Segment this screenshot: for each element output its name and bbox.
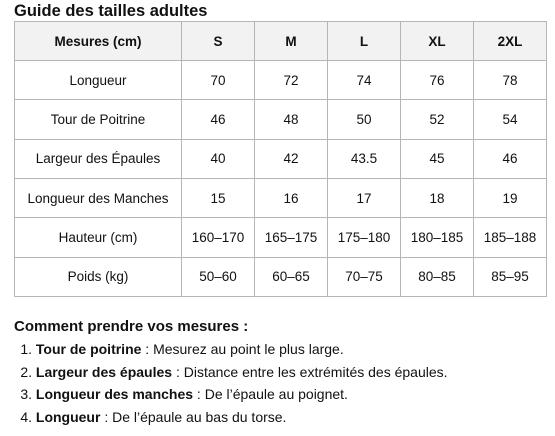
table-cell: 17 bbox=[328, 178, 401, 217]
table-row bbox=[15, 178, 547, 217]
row-label: Longueur bbox=[15, 61, 182, 100]
table-cell: 180–185 bbox=[401, 218, 474, 257]
list-item-number: 4. bbox=[20, 408, 32, 425]
row-label: Largeur des Épaules bbox=[15, 139, 182, 178]
list-item-description: : Distance entre les extrémités des épaules. bbox=[172, 363, 448, 380]
header-size-s: S bbox=[182, 22, 255, 61]
table-row bbox=[15, 218, 547, 257]
table-header-row bbox=[15, 22, 547, 61]
list-item-term: Largeur des épaules bbox=[35, 363, 173, 380]
table-cell: 70–75 bbox=[328, 257, 401, 296]
table-cell: 50–60 bbox=[182, 257, 255, 296]
table-cell: 46 bbox=[182, 100, 255, 139]
table-cell: 40 bbox=[182, 139, 255, 178]
list-item-description: : De l’épaule au bas du torse. bbox=[100, 408, 287, 425]
table-row bbox=[15, 100, 547, 139]
table-cell: 175–180 bbox=[328, 218, 401, 257]
list-item bbox=[14, 407, 448, 430]
table-cell: 80–85 bbox=[401, 257, 474, 296]
table-cell: 45 bbox=[401, 139, 474, 178]
table-cell: 72 bbox=[255, 61, 328, 100]
list-item-number: 1. bbox=[20, 341, 32, 357]
table-cell: 85–95 bbox=[474, 257, 547, 296]
row-label: Poids (kg) bbox=[15, 257, 182, 296]
table-cell: 78 bbox=[474, 61, 547, 100]
table-cell: 60–65 bbox=[255, 257, 328, 296]
list-item-term: Tour de poitrine bbox=[35, 341, 142, 357]
list-item bbox=[14, 339, 448, 362]
list-item-term: Longueur bbox=[35, 408, 101, 425]
table-cell: 50 bbox=[328, 100, 401, 139]
list-item-description: : Mesurez au point le plus large. bbox=[141, 341, 344, 357]
table-cell: 76 bbox=[401, 61, 474, 100]
table-cell: 160–170 bbox=[182, 218, 255, 257]
table-cell: 16 bbox=[255, 178, 328, 217]
list-item-number: 2. bbox=[20, 363, 32, 380]
header-measurements: Mesures (cm) bbox=[15, 22, 182, 61]
list-item-term: Longueur des manches bbox=[35, 386, 194, 402]
size-table bbox=[14, 21, 547, 297]
table-row bbox=[15, 257, 547, 296]
list-item-description: : De l’épaule au poignet. bbox=[193, 386, 348, 402]
table-cell: 52 bbox=[401, 100, 474, 139]
row-label: Tour de Poitrine bbox=[15, 100, 182, 139]
table-cell: 15 bbox=[182, 178, 255, 217]
header-size-l: L bbox=[328, 22, 401, 61]
list-item bbox=[14, 384, 448, 407]
header-size-2xl: 2XL bbox=[474, 22, 547, 61]
list-item-number: 3. bbox=[20, 386, 32, 402]
table-cell: 19 bbox=[474, 178, 547, 217]
header-size-m: M bbox=[255, 22, 328, 61]
page-title: Guide des tailles adultes bbox=[14, 2, 208, 20]
table-cell: 43.5 bbox=[328, 139, 401, 178]
table-cell: 165–175 bbox=[255, 218, 328, 257]
table-cell: 70 bbox=[182, 61, 255, 100]
table-row bbox=[15, 61, 547, 100]
table-cell: 48 bbox=[255, 100, 328, 139]
table-cell: 42 bbox=[255, 139, 328, 178]
table-cell: 54 bbox=[474, 100, 547, 139]
table-row bbox=[15, 139, 547, 178]
table-cell: 18 bbox=[401, 178, 474, 217]
row-label: Longueur des Manches bbox=[15, 178, 182, 217]
instructions-list bbox=[14, 339, 448, 429]
header-size-xl: XL bbox=[401, 22, 474, 61]
table-cell: 185–188 bbox=[474, 218, 547, 257]
table-cell: 74 bbox=[328, 61, 401, 100]
row-label: Hauteur (cm) bbox=[15, 218, 182, 257]
table-cell: 46 bbox=[474, 139, 547, 178]
instructions-title: Comment prendre vos mesures : bbox=[14, 318, 249, 335]
list-item bbox=[14, 362, 448, 385]
